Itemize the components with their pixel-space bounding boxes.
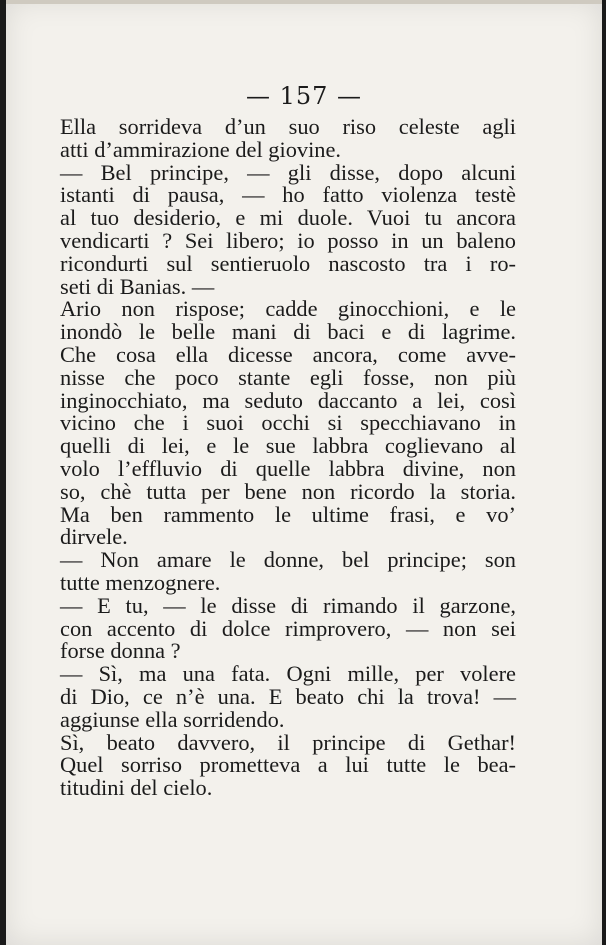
text-line: al tuo desiderio, e mi duole. Vuoi tu ancora — [60, 205, 516, 231]
text-line: — E tu, — le disse di rimando il garzone, — [60, 592, 516, 618]
text-line: ricondurti sul sentieruolo nascosto tra i ro- — [60, 250, 516, 276]
page-number: — 157 — — [245, 82, 363, 110]
text-line: quelli di lei, e le sue labbra coglievano al — [60, 433, 516, 459]
text-line: Ario non rispose; cadde ginocchioni, e le — [60, 296, 516, 322]
book-page — [6, 0, 602, 945]
text-line: istanti di pausa, — ho fatto violenza testè — [60, 182, 516, 208]
text-line: Ella sorrideva d’un suo riso celeste agli — [60, 114, 516, 139]
text-line: — Sì, ma una fata. Ogni mille, per volere — [60, 661, 516, 687]
text-line: tutte menzognere. — [60, 569, 221, 595]
text-line: di Dio, ce n’è una. E beato chi la trova! — — [60, 683, 516, 709]
body-text — [60, 116, 516, 800]
text-line: dirvele. — [60, 524, 128, 550]
text-line: Sì, beato davvero, il principe di Gethar! — [60, 729, 516, 755]
text-line: inondò le belle mani di baci e di lagrime. — [60, 319, 516, 345]
text-line: atti d’ammirazione del giovine. — [60, 136, 342, 162]
text-line: vendicarti ? Sei libero; io posso in un baleno — [60, 227, 516, 253]
text-line: volo l’effluvio di quelle labbra divine, non — [60, 455, 516, 481]
text-line: forse donna ? — [60, 638, 181, 664]
text-line: Quel sorriso prometteva a lui tutte le bea- — [60, 752, 516, 778]
text-line: Ma ben rammento le ultime frasi, e vo’ — [60, 501, 516, 527]
text-line: — Non amare le donne, bel principe; son — [60, 547, 516, 573]
text-line: Che cosa ella dicesse ancora, come avve- — [60, 341, 516, 367]
text-line: seti di Banias. — — [60, 273, 215, 299]
text-line: inginocchiato, ma seduto daccanto a lei, così — [60, 387, 516, 413]
text-line: aggiunse ella sorridendo. — [60, 706, 285, 732]
text-line: vicino che i suoi occhi si specchiavano in — [60, 410, 516, 436]
page-top-edge — [6, 0, 602, 4]
text-line: con accento di dolce rimprovero, — non sei — [60, 615, 516, 641]
text-line: nisse che poco stante egli fosse, non più — [60, 364, 516, 390]
text-line: so, chè tutta per bene non ricordo la storia. — [60, 478, 516, 504]
text-line: titudini del cielo. — [60, 775, 213, 801]
text-line: — Bel principe, — gli disse, dopo alcuni — [60, 159, 516, 185]
